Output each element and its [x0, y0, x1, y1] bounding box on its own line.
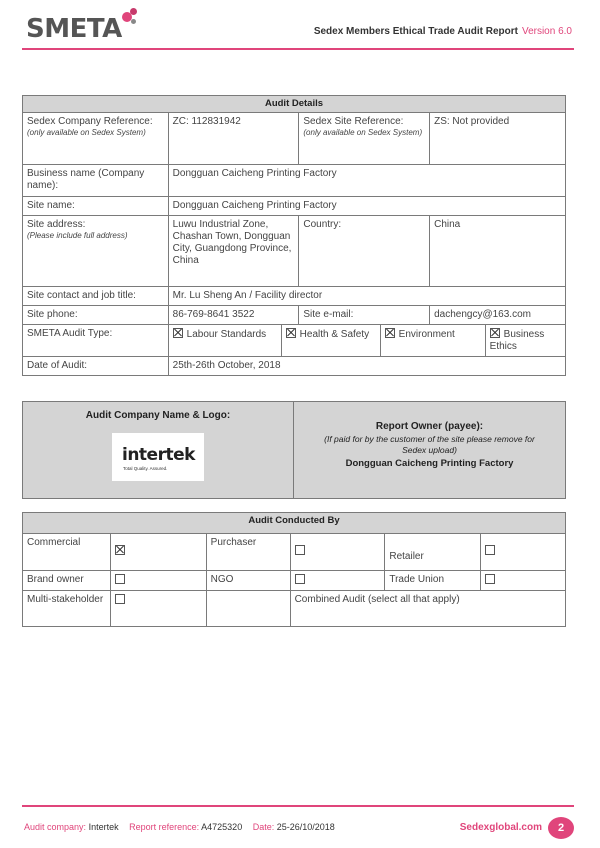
footer-audit-company-value: Intertek	[88, 822, 119, 832]
checkbox-environment[interactable]	[385, 328, 395, 338]
site-ref-note: (only available on Sedex System)	[303, 128, 423, 137]
purchaser-label: Purchaser	[206, 534, 290, 571]
page-footer	[24, 822, 343, 832]
audit-type-option-ethics	[485, 325, 565, 356]
site-phone-value: 86-769-8641 3522	[168, 306, 299, 325]
audit-details-heading: Audit Details	[23, 96, 566, 113]
checkbox-multi-stakeholder[interactable]	[115, 594, 125, 604]
company-ref-label: Sedex Company Reference:	[27, 116, 153, 127]
trade-union-label: Trade Union	[385, 571, 481, 591]
page-number: 2	[548, 817, 574, 839]
report-owner-panel	[294, 402, 565, 498]
site-contact-value: Mr. Lu Sheng An / Facility director	[168, 287, 565, 306]
site-address-label: Site address:	[27, 219, 86, 230]
checkbox-labour-standards[interactable]	[173, 328, 183, 338]
report-title-text: Sedex Members Ethical Trade Audit Report	[313, 26, 518, 37]
company-ref-note: (only available on Sedex System)	[27, 128, 146, 137]
commercial-checkbox-cell	[110, 534, 206, 571]
business-name-value: Dongguan Caicheng Printing Factory	[168, 165, 565, 197]
audit-type-label: SMETA Audit Type:	[23, 325, 169, 357]
checkbox-commercial[interactable]	[115, 545, 125, 555]
brand-owner-checkbox-cell	[110, 571, 206, 591]
smeta-logo: SMETA	[26, 14, 122, 44]
site-name-label: Site name:	[23, 197, 169, 216]
site-address-label-cell	[23, 216, 169, 287]
checkbox-purchaser[interactable]	[295, 545, 305, 555]
smeta-logo-dots-icon	[116, 8, 138, 30]
footer-report-ref-value: A4725320	[201, 822, 243, 832]
site-email-label: Site e-mail:	[299, 306, 430, 325]
country-label: Country:	[299, 216, 430, 287]
company-ref-label-cell	[23, 113, 169, 165]
purchaser-checkbox-cell	[290, 534, 385, 571]
audit-type-option-labour	[169, 325, 282, 356]
ngo-checkbox-cell	[290, 571, 385, 591]
intertek-logo	[112, 433, 204, 481]
commercial-label: Commercial	[23, 534, 111, 571]
business-name-label: Business name (Company name):	[23, 165, 169, 197]
audit-type-options	[168, 325, 565, 357]
company-ref-value: ZC: 112831942	[168, 113, 299, 165]
site-phone-label: Site phone:	[23, 306, 169, 325]
site-ref-value: ZS: Not provided	[430, 113, 566, 165]
intertek-tagline: Total Quality. Assured.	[123, 466, 168, 471]
audit-type-labour-label: Labour Standards	[186, 329, 267, 340]
audit-type-ethics-label: Business Ethics	[489, 329, 545, 352]
sedex-website-link[interactable]: Sedexglobal.com	[459, 822, 542, 833]
audit-company-label: Audit Company Name & Logo:	[85, 410, 231, 421]
footer-audit-company-label: Audit company:	[24, 822, 87, 832]
checkbox-trade-union[interactable]	[485, 574, 495, 584]
country-value: China	[430, 216, 566, 287]
brand-owner-label: Brand owner	[23, 571, 111, 591]
site-email-value: dachengcy@163.com	[430, 306, 566, 325]
report-owner-value: Dongguan Caicheng Printing Factory	[345, 458, 514, 469]
audit-details-table	[22, 95, 566, 376]
audit-date-value: 25th-26th October, 2018	[168, 357, 565, 376]
checkbox-ngo[interactable]	[295, 574, 305, 584]
audit-type-option-health	[281, 325, 380, 356]
audit-company-panel	[23, 402, 294, 498]
footer-date-label: Date:	[252, 822, 275, 832]
footer-report-ref-label: Report reference:	[129, 822, 200, 832]
audit-type-option-environment	[380, 325, 485, 356]
page-header	[24, 8, 576, 52]
site-address-value: Luwu Industrial Zone, Chashan Town, Dongguan City, Guangdong Province, China	[168, 216, 299, 287]
multi-stakeholder-checkbox-cell	[110, 591, 206, 627]
checkbox-retailer[interactable]	[485, 545, 495, 555]
checkbox-health-safety[interactable]	[286, 328, 296, 338]
site-ref-label: Sedex Site Reference:	[303, 116, 404, 127]
retailer-label: Retailer	[385, 534, 481, 571]
audit-company-box	[22, 401, 566, 499]
report-owner-note: (If paid for by the customer of the site please remove for Sedex upload)	[324, 434, 535, 455]
intertek-logo-text: intertek	[122, 445, 195, 465]
report-owner-label: Report Owner (payee):	[375, 421, 484, 432]
audit-type-environment-label: Environment	[398, 329, 455, 340]
audit-conducted-heading: Audit Conducted By	[23, 513, 566, 534]
audit-date-label: Date of Audit:	[23, 357, 169, 376]
ngo-label: NGO	[206, 571, 290, 591]
site-name-value: Dongguan Caicheng Printing Factory	[168, 197, 565, 216]
audit-conducted-table	[22, 512, 566, 627]
site-contact-label: Site contact and job title:	[23, 287, 169, 306]
checkbox-brand-owner[interactable]	[115, 574, 125, 584]
report-version: Version 6.0	[521, 26, 572, 37]
retailer-checkbox-cell	[481, 534, 566, 571]
checkbox-business-ethics[interactable]	[490, 328, 500, 338]
trade-union-checkbox-cell	[481, 571, 566, 591]
footer-date-value: 25-26/10/2018	[276, 822, 335, 832]
report-title	[314, 26, 572, 37]
combined-audit-label: Combined Audit (select all that apply)	[290, 591, 565, 627]
site-ref-label-cell	[299, 113, 430, 165]
multi-stakeholder-spacer	[206, 591, 290, 627]
audit-type-health-label: Health & Safety	[299, 329, 370, 340]
multi-stakeholder-label: Multi-stakeholder	[23, 591, 111, 627]
site-address-note: (Please include full address)	[27, 231, 128, 240]
header-divider	[22, 48, 574, 50]
footer-divider	[22, 805, 574, 807]
